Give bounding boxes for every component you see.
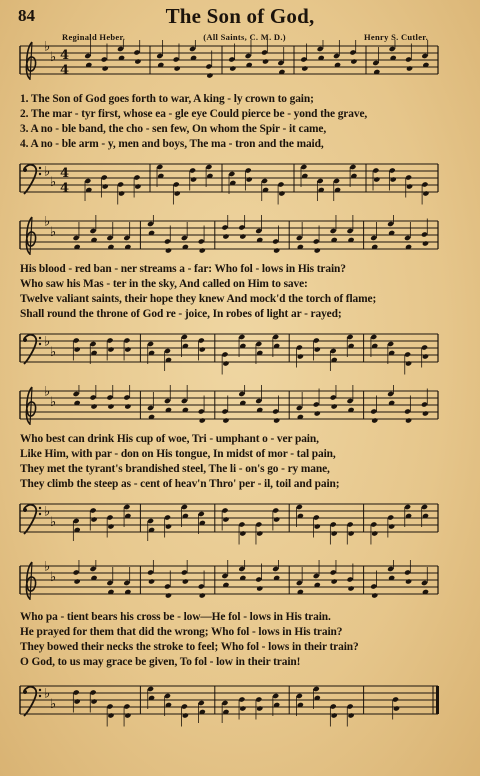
verse-block [20,610,440,670]
verse-line: Who pa - tient bears his cross be - low—He fol - lows in His train. [20,611,331,623]
verse-line: His blood - red ban - ner streams a - far: Who fol - lows in His train? [20,263,346,275]
bass-clef-icon [23,505,41,534]
svg-text:♭: ♭ [50,50,57,65]
svg-text:♭: ♭ [44,164,51,180]
time-signature-icon [60,166,69,196]
svg-text:♭: ♭ [50,345,57,360]
verse-line: Like Him, with par - don on His tongue, In midst of mor - tal pain, [20,448,336,460]
flat-icon [44,505,56,531]
svg-text:♭: ♭ [44,334,51,350]
svg-text:4: 4 [60,181,70,196]
flat-icon [44,560,56,585]
svg-text:♭: ♭ [44,560,51,575]
treble-staff [16,385,446,435]
svg-text:♭: ♭ [50,175,57,190]
flat-icon [44,165,56,191]
svg-text:♭: ♭ [44,504,51,520]
bass-staff [16,680,446,730]
verse-line: He prayed for them that did the wrong; Who fol - lows in His train? [20,626,343,638]
verse-line: 3. A no - ble band, the cho - sen few, On whom the Spir - it came, [20,123,327,135]
svg-text:4: 4 [60,166,70,181]
verse-block [20,92,440,152]
note-heads [73,334,429,375]
svg-text:♭: ♭ [44,686,51,702]
composer-credit: Henry S. Cutler. [364,32,428,42]
note-heads [73,504,429,545]
flat-icon [44,385,56,410]
bass-clef-icon [23,165,41,194]
verse-block [20,262,440,322]
verse-block [20,432,440,492]
svg-text:♭: ♭ [44,40,51,55]
verse-line: Who saw his Mas - ter in the sky, And called on Him to save: [20,278,308,290]
verse-line: They climb the steep as - cent of heav'n Thro' per - il, toil and pain; [20,478,340,490]
verse-line: 2. The mar - tyr first, whose ea - gle eye Could pierce be - yond the grave, [20,108,368,120]
verse-line: They bowed their necks the stroke to feel; Who fol - lows in their train? [20,641,359,653]
verse-line: Shall round the throne of God re - joice, In robes of light ar - rayed; [20,308,342,320]
flat-icon [44,335,56,361]
verse-line: Who best can drink His cup of woe, Tri - umphant o - ver pain, [20,433,319,445]
svg-text:♭: ♭ [50,395,57,410]
svg-text:♭: ♭ [50,570,57,585]
treble-staff [16,215,446,265]
svg-text:♭: ♭ [44,215,51,230]
hymn-title: The Son of God, [165,4,315,28]
verse-line: 4. A no - ble arm - y, men and boys, The ma - tron and the maid, [20,138,324,150]
treble-staff [16,40,446,90]
svg-text:♭: ♭ [50,515,57,530]
bass-staff [16,498,446,548]
time-signature-icon [60,48,69,78]
bass-clef-icon [23,335,41,364]
lyricist-credit: Reginald Heber. [62,32,126,42]
svg-text:4: 4 [60,63,70,78]
note-heads [73,686,400,727]
svg-text:♭: ♭ [50,697,57,712]
flat-icon [44,40,56,65]
page-number: 84 [18,6,35,25]
verse-line: They met the tyrant's brandished steel, The li - on's go - ry mane, [20,463,330,475]
flat-icon [44,215,56,240]
flat-icon [44,687,56,713]
svg-text:♭: ♭ [50,225,57,240]
bass-staff [16,158,446,208]
verse-line: Twelve valiant saints, their hope they knew And mock'd the torch of flame; [20,293,377,305]
note-heads [84,164,429,205]
bass-clef-icon [23,687,41,716]
verse-line: 1. The Son of God goes forth to war, A king - ly crown to gain; [20,93,314,105]
bass-staff [16,328,446,378]
svg-text:♭: ♭ [44,385,51,400]
svg-text:4: 4 [60,48,70,63]
treble-staff [16,560,446,610]
tune-name: (All Saints, C. M. D.) [203,32,286,42]
verse-line: O God, to us may grace be given, To fol - low in their train! [20,656,301,668]
